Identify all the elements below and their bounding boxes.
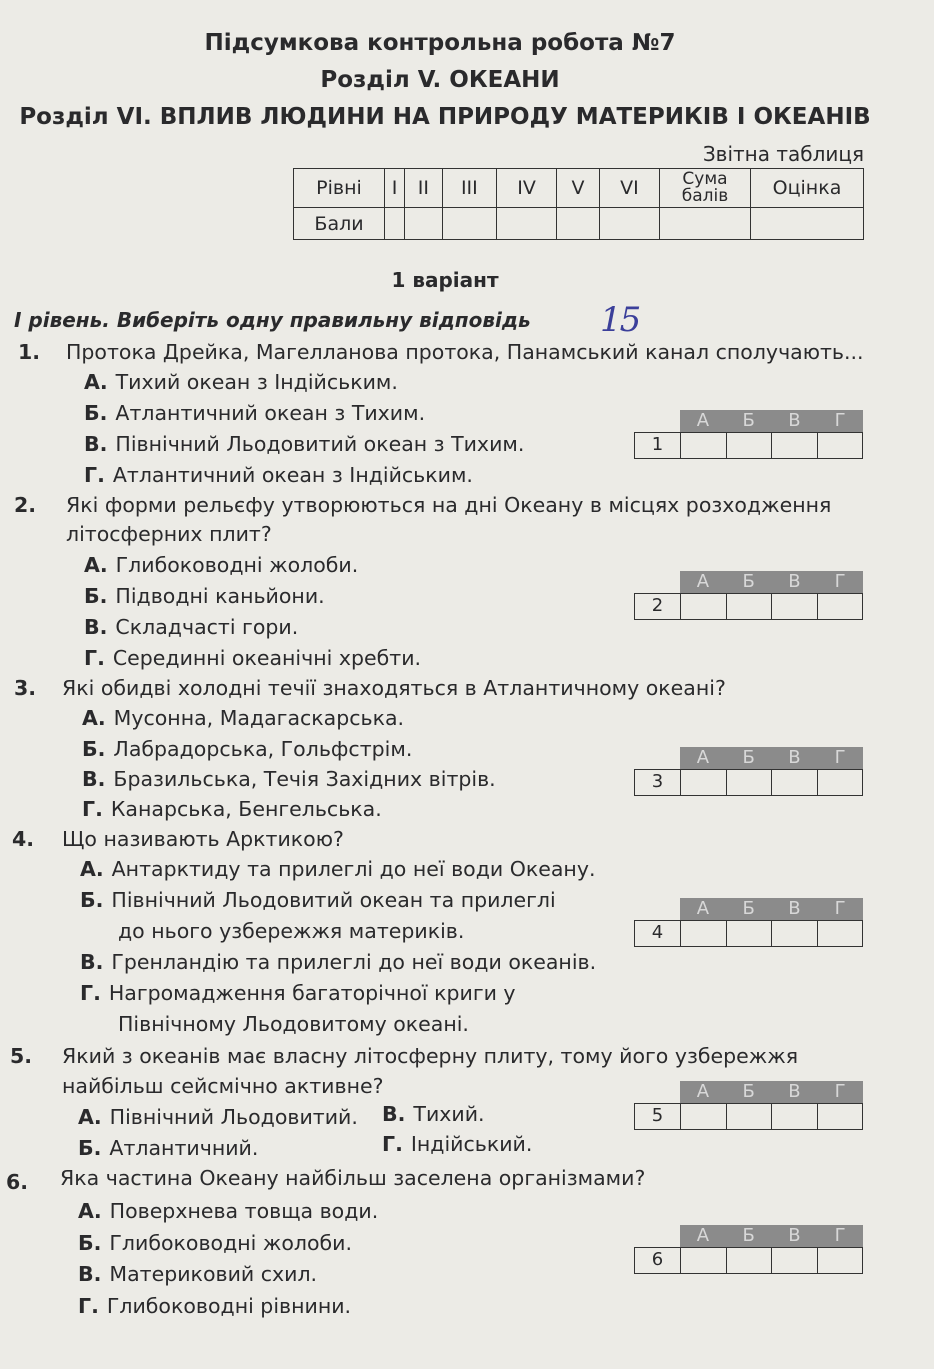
answer-cell-v[interactable] <box>771 770 817 795</box>
answer-option: Г. Атлантичний океан з Індійським. <box>84 463 473 487</box>
question-number: 3. <box>14 676 37 700</box>
question-text: найбільш сейсмічно активне? <box>62 1074 384 1098</box>
answer-cell-v[interactable] <box>771 594 817 619</box>
question-text: Які обидві холодні течії знаходяться в Атлантичному океані? <box>62 676 726 700</box>
answer-cell-b[interactable] <box>726 1248 772 1273</box>
answer-grid-number: 4 <box>651 922 664 943</box>
answer-grid-number: 2 <box>651 595 664 616</box>
report-row-label: Бали <box>294 208 385 240</box>
answer-option: А. Поверхнева товща води. <box>78 1199 379 1223</box>
report-table-label: Звітна таблиця <box>702 142 864 166</box>
question-text: Які форми рельєфу утворюються на дні Океану в місцях розходження <box>66 493 832 517</box>
report-header-cell: IV <box>497 169 557 208</box>
report-cell[interactable] <box>660 208 751 240</box>
question-number: 5. <box>10 1044 33 1068</box>
question-number: 6. <box>6 1170 29 1194</box>
answer-grid <box>634 747 863 796</box>
variant-title: 1 варіант <box>391 268 499 292</box>
question-text: літосферних плит? <box>66 522 272 546</box>
answer-option: Г. Глибоководні рівнини. <box>78 1294 352 1318</box>
answer-option: Г. Індійський. <box>382 1132 533 1156</box>
question-number: 4. <box>12 827 35 851</box>
answer-option: Б. Лабрадорська, Гольфстрім. <box>82 737 413 761</box>
answer-option: А. Північний Льодовитий. <box>78 1105 358 1129</box>
answer-cell-a[interactable] <box>680 921 726 946</box>
answer-grid-number: 5 <box>651 1105 664 1126</box>
answer-cell-b[interactable] <box>726 921 772 946</box>
answer-cell-b[interactable] <box>726 594 772 619</box>
answer-option: Г. Серединні океанічні хребти. <box>84 646 422 670</box>
answer-grid-header: А Б В Г <box>680 747 863 769</box>
answer-option: Б. Глибоководні жолоби. <box>78 1231 353 1255</box>
answer-option: Б. Атлантичний океан з Тихим. <box>84 401 426 425</box>
report-header-cell: I <box>385 169 405 208</box>
answer-option: В. Тихий. <box>382 1102 485 1126</box>
answer-grid <box>634 1081 863 1130</box>
answer-cell-v[interactable] <box>771 1248 817 1273</box>
answer-cell-v[interactable] <box>771 1104 817 1129</box>
answer-option: В. Материковий схил. <box>78 1262 318 1286</box>
answer-option: В. Бразильська, Течія Західних вітрів. <box>82 767 496 791</box>
answer-cell-b[interactable] <box>726 433 772 458</box>
answer-option: Б. Підводні каньйони. <box>84 584 325 608</box>
report-table <box>293 168 864 240</box>
section-title-6: Розділ VI. ВПЛИВ ЛЮДИНИ НА ПРИРОДУ МАТЕРИКІВ І ОКЕАНІВ <box>19 104 871 130</box>
report-header-cell: Сума балів <box>660 169 751 208</box>
answer-option: Г. Канарська, Бенгельська. <box>82 797 382 821</box>
answer-grid-number: 1 <box>651 434 664 455</box>
answer-grid <box>634 1225 863 1274</box>
question-number: 2. <box>14 493 37 517</box>
answer-option: В. Складчасті гори. <box>84 615 299 639</box>
report-header-cell: VI <box>599 169 659 208</box>
section-title-5: Розділ V. ОКЕАНИ <box>320 67 560 93</box>
answer-option: А. Мусонна, Мадагаскарська. <box>82 706 405 730</box>
question-text: Який з океанів має власну літосферну плиту, тому його узбережжя <box>62 1044 799 1068</box>
answer-cell-g[interactable] <box>817 594 863 619</box>
answer-cell-a[interactable] <box>680 594 726 619</box>
answer-option-continued: до нього узбережжя материків. <box>118 919 465 943</box>
answer-cell-a[interactable] <box>680 770 726 795</box>
answer-grid-header: А Б В Г <box>680 410 863 432</box>
answer-option: А. Антарктиду та прилеглі до неї води Океану. <box>80 857 596 881</box>
report-header-cell: Рівні <box>294 169 385 208</box>
answer-option: В. Гренландію та прилеглі до неї води океанів. <box>80 950 597 974</box>
answer-option: Г. Нагромадження багаторічної криги у <box>80 981 516 1005</box>
report-header-cell: II <box>405 169 442 208</box>
page-title: Підсумкова контрольна робота №7 <box>204 30 676 56</box>
answer-grid-number: 3 <box>651 771 664 792</box>
answer-cell-a[interactable] <box>680 433 726 458</box>
answer-cell-a[interactable] <box>680 1248 726 1273</box>
answer-cell-g[interactable] <box>817 1248 863 1273</box>
answer-cell-g[interactable] <box>817 921 863 946</box>
question-text: Протока Дрейка, Магелланова протока, Панамський канал сполучають... <box>66 340 864 364</box>
report-cell[interactable] <box>442 208 497 240</box>
answer-option: Б. Атлантичний. <box>78 1136 259 1160</box>
answer-grid-header: А Б В Г <box>680 1081 863 1103</box>
answer-grid <box>634 571 863 620</box>
report-cell[interactable] <box>385 208 405 240</box>
answer-option: В. Північний Льодовитий океан з Тихим. <box>84 432 525 456</box>
answer-cell-g[interactable] <box>817 1104 863 1129</box>
report-cell[interactable] <box>751 208 864 240</box>
answer-grid-header: А Б В Г <box>680 898 863 920</box>
report-cell[interactable] <box>599 208 659 240</box>
answer-option: А. Тихий океан з Індійським. <box>84 370 398 394</box>
answer-cell-g[interactable] <box>817 770 863 795</box>
answer-option: Б. Північний Льодовитий океан та прилеглі <box>80 888 556 912</box>
answer-cell-v[interactable] <box>771 433 817 458</box>
answer-cell-a[interactable] <box>680 1104 726 1129</box>
level-title: I рівень. Виберіть одну правильну відповідь <box>14 308 531 332</box>
answer-cell-g[interactable] <box>817 433 863 458</box>
answer-cell-v[interactable] <box>771 921 817 946</box>
report-header-cell: III <box>442 169 497 208</box>
answer-grid <box>634 410 863 459</box>
handwritten-score: 15 <box>600 300 640 340</box>
question-text: Яка частина Океану найбільш заселена організмами? <box>60 1166 646 1190</box>
answer-option: А. Глибоководні жолоби. <box>84 553 359 577</box>
answer-option-continued: Північному Льодовитому океані. <box>118 1012 469 1036</box>
question-number: 1. <box>18 340 41 364</box>
report-cell[interactable] <box>497 208 557 240</box>
report-cell[interactable] <box>405 208 442 240</box>
answer-grid-header: А Б В Г <box>680 1225 863 1247</box>
report-header-cell: Оцінка <box>751 169 864 208</box>
answer-cell-b[interactable] <box>726 1104 772 1129</box>
report-cell[interactable] <box>557 208 600 240</box>
answer-grid <box>634 898 863 947</box>
question-text: Що називають Арктикою? <box>62 827 344 851</box>
answer-cell-b[interactable] <box>726 770 772 795</box>
answer-grid-header: А Б В Г <box>680 571 863 593</box>
report-header-cell: V <box>557 169 600 208</box>
answer-grid-number: 6 <box>651 1249 664 1270</box>
